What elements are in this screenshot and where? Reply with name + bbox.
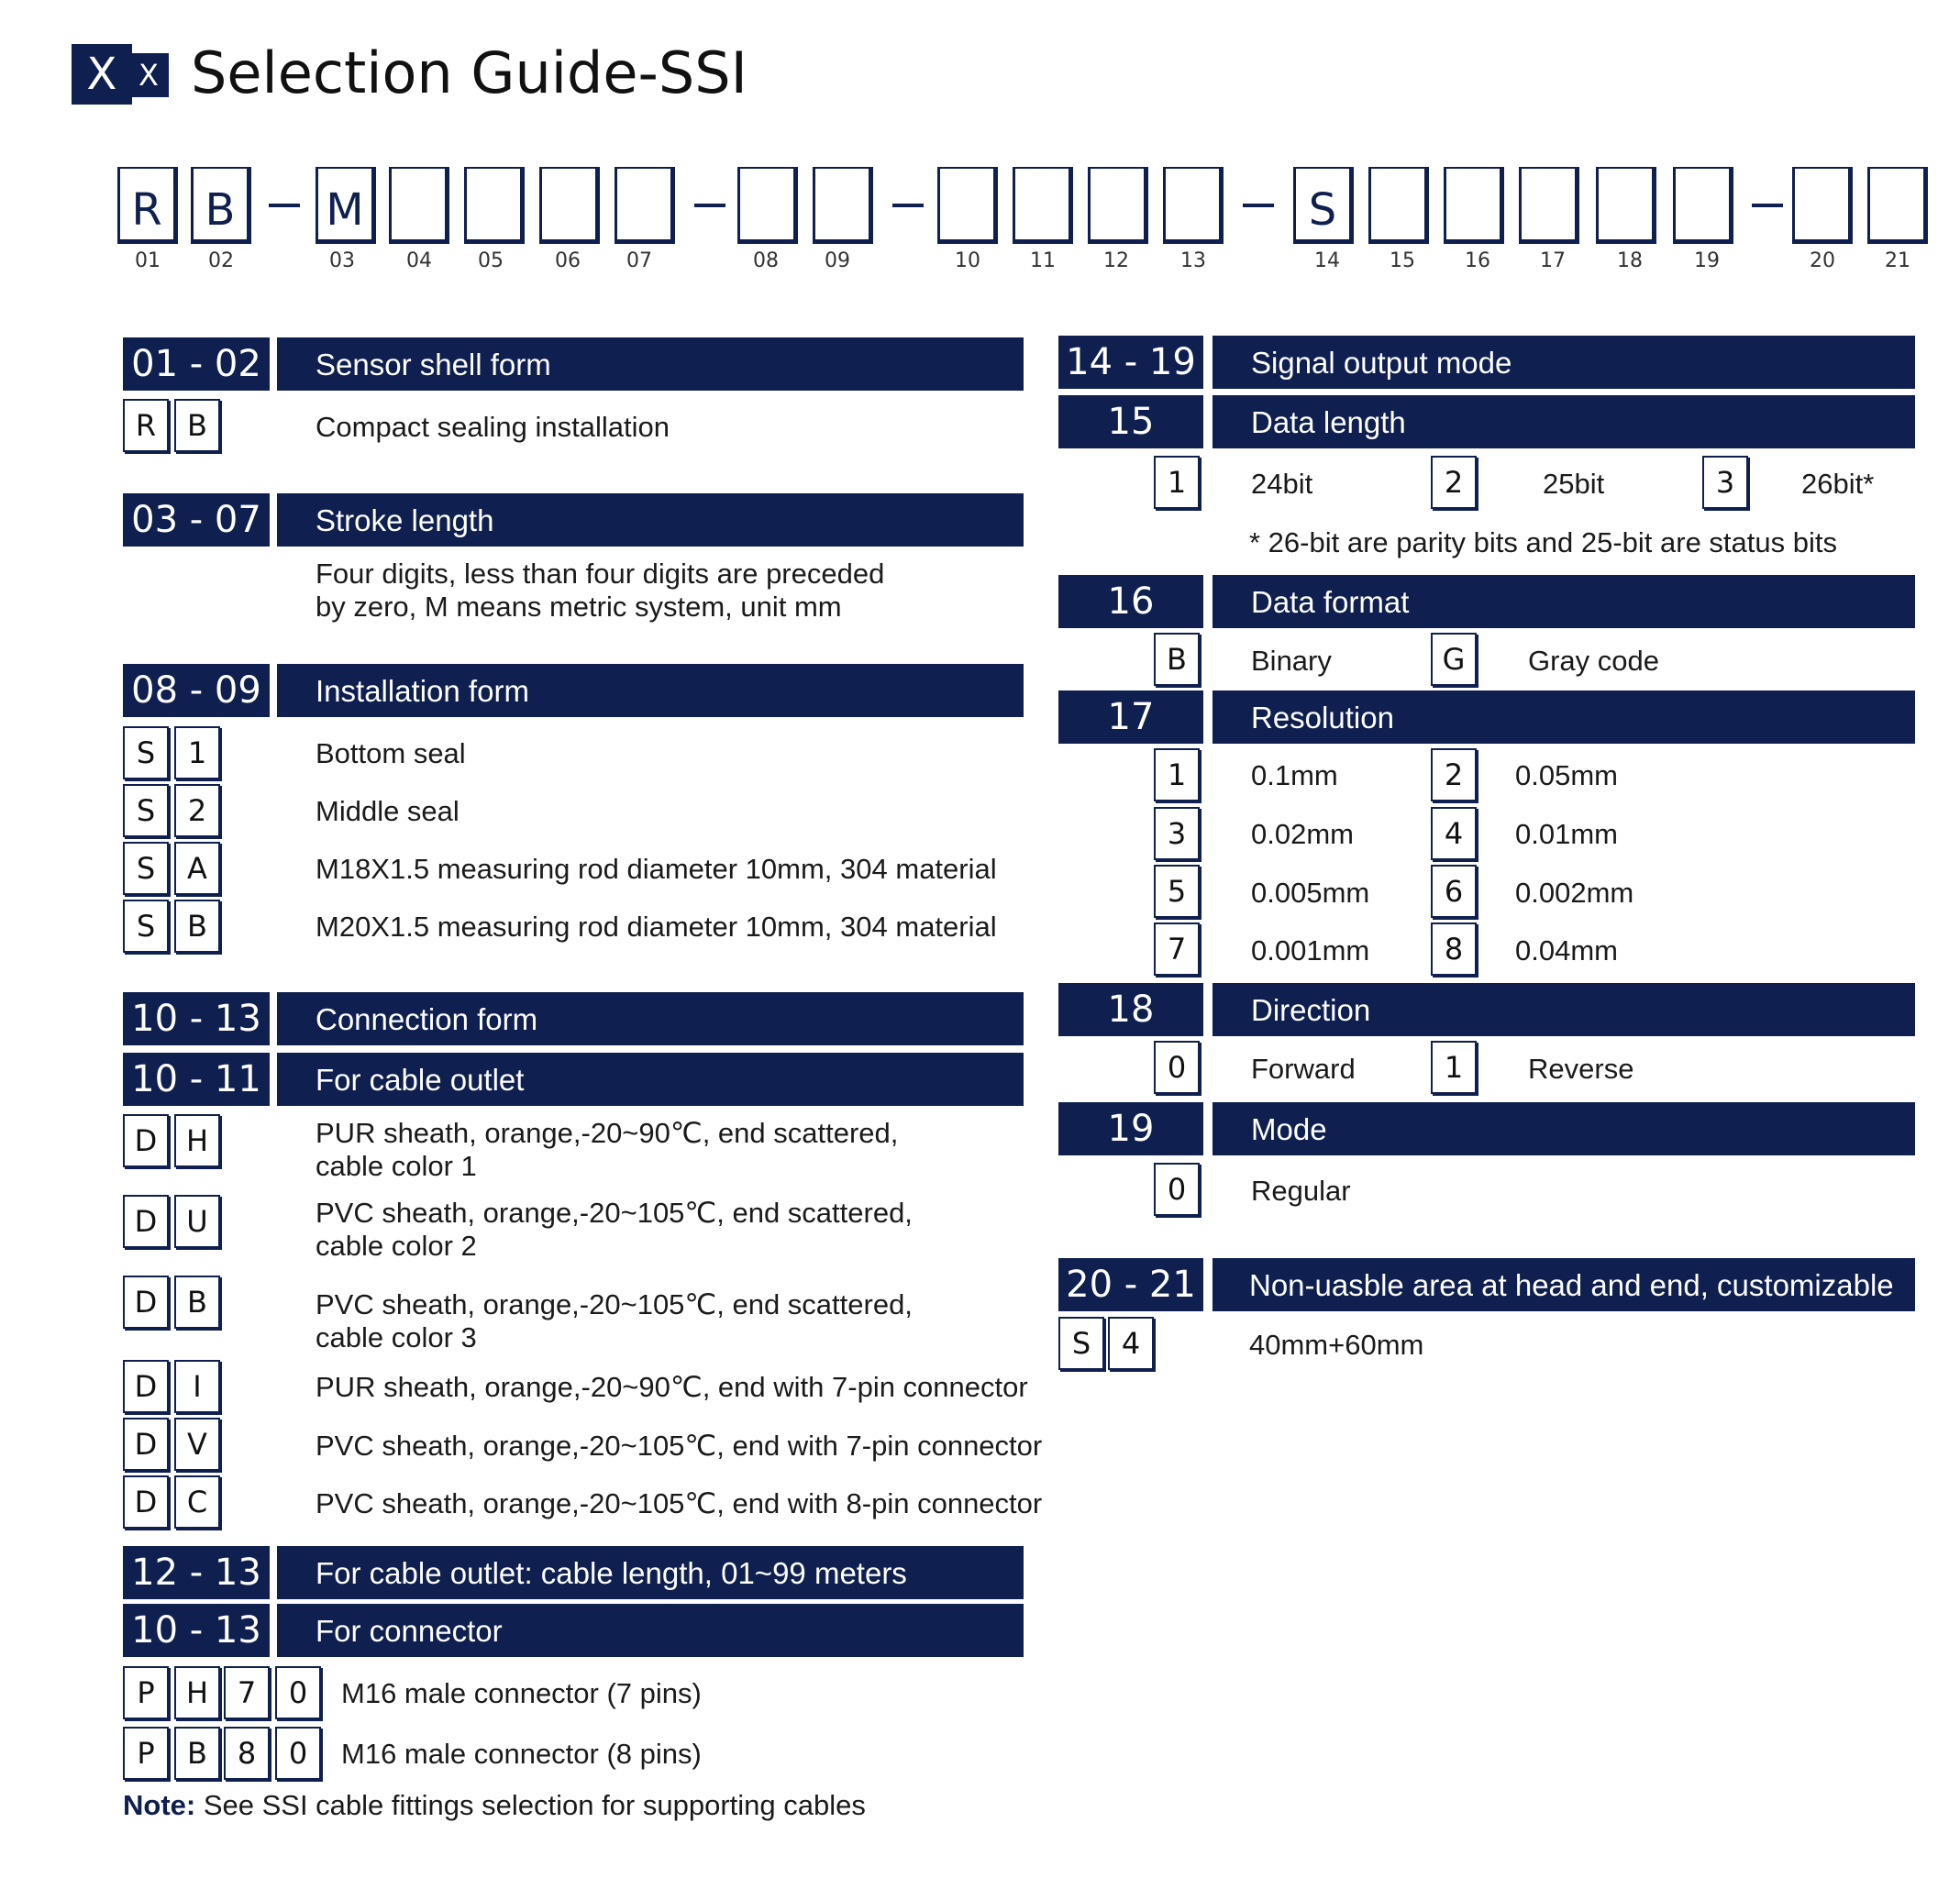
option-code-box: A bbox=[174, 842, 220, 895]
code-number: 13 bbox=[1180, 249, 1206, 272]
section-title: For connector bbox=[277, 1604, 1024, 1657]
option-description: PVC sheath, orange,-20~105℃, end scattered, bbox=[316, 1197, 913, 1229]
code-number: 01 bbox=[135, 249, 161, 272]
code-number: 12 bbox=[1103, 249, 1129, 272]
section-title: Signal output mode bbox=[1213, 336, 1915, 389]
code-number: 06 bbox=[555, 249, 581, 272]
code-number: 08 bbox=[753, 249, 779, 272]
option-code-box: U bbox=[174, 1195, 220, 1248]
code-box-12 bbox=[1088, 167, 1148, 244]
option-description: Reverse bbox=[1528, 1053, 1634, 1085]
code-box-21 bbox=[1867, 167, 1928, 244]
note-label: Note: bbox=[123, 1789, 196, 1821]
option-description: 26bit* bbox=[1801, 468, 1875, 500]
option-description: 0.002mm bbox=[1515, 877, 1634, 909]
code-box-04 bbox=[389, 167, 449, 244]
option-code-box: 1 bbox=[1431, 1041, 1477, 1094]
option-description: Bottom seal bbox=[316, 737, 466, 769]
section-title: Sensor shell form bbox=[277, 337, 1024, 391]
code-box-13 bbox=[1163, 167, 1224, 244]
section-title: Mode bbox=[1213, 1102, 1915, 1155]
option-code-box: 0 bbox=[1154, 1041, 1200, 1094]
option-code-box: 2 bbox=[174, 784, 220, 837]
section-title: For cable outlet: cable length, 01~99 meters bbox=[277, 1546, 1024, 1599]
code-box-10 bbox=[937, 167, 998, 244]
code-box-09 bbox=[813, 167, 873, 244]
option-code-box: 7 bbox=[1154, 922, 1200, 976]
option-code-box: 7 bbox=[224, 1666, 270, 1719]
section-number: 03 - 07 bbox=[123, 493, 270, 547]
section-number: 17 bbox=[1058, 690, 1203, 744]
option-description: 40mm+60mm bbox=[1249, 1329, 1424, 1361]
logo-mark-large: X bbox=[72, 44, 132, 105]
option-code-box: D bbox=[123, 1195, 169, 1248]
option-code-box: V bbox=[174, 1418, 220, 1471]
code-box-08 bbox=[737, 167, 798, 244]
code-box-15 bbox=[1368, 167, 1429, 244]
option-code-box: B bbox=[1154, 633, 1200, 686]
code-box-20 bbox=[1792, 167, 1853, 244]
option-description: 0.001mm bbox=[1251, 934, 1370, 967]
option-description: Binary bbox=[1251, 645, 1332, 677]
code-number: 02 bbox=[208, 249, 234, 272]
option-code-box: B bbox=[174, 399, 220, 452]
code-box-11 bbox=[1013, 167, 1073, 244]
code-number: 19 bbox=[1694, 249, 1720, 272]
option-description: cable color 3 bbox=[316, 1321, 477, 1353]
code-box-05 bbox=[464, 167, 525, 244]
option-code-box: G bbox=[1431, 633, 1477, 686]
section-number: 18 bbox=[1058, 983, 1203, 1036]
option-code-box: 8 bbox=[224, 1727, 270, 1780]
section-title: Non-uasble area at head and end, customizable bbox=[1213, 1258, 1915, 1311]
code-separator bbox=[269, 204, 300, 207]
option-code-box: B bbox=[174, 1727, 220, 1780]
stroke-description-line: by zero, M means metric system, unit mm bbox=[316, 591, 842, 623]
option-description: PVC sheath, orange,-20~105℃, end with 7-pin connector bbox=[316, 1430, 1043, 1462]
option-code-box: 0 bbox=[275, 1727, 321, 1780]
code-box-06 bbox=[539, 167, 600, 244]
section-number: 14 - 19 bbox=[1058, 336, 1203, 389]
code-number: 21 bbox=[1885, 249, 1910, 272]
logo-mark-small: X bbox=[128, 53, 169, 97]
section-title: Data format bbox=[1213, 575, 1915, 628]
code-box-19 bbox=[1673, 167, 1733, 244]
option-description: 25bit bbox=[1543, 468, 1605, 500]
option-code-box: 2 bbox=[1431, 456, 1477, 509]
option-description: 0.1mm bbox=[1251, 759, 1338, 791]
option-description: cable color 2 bbox=[316, 1230, 477, 1262]
code-number: 05 bbox=[478, 249, 504, 272]
option-code-box: 1 bbox=[1154, 748, 1200, 801]
code-box-17 bbox=[1519, 167, 1579, 244]
option-description: PVC sheath, orange,-20~105℃, end scattered, bbox=[316, 1288, 913, 1320]
option-code-box: P bbox=[123, 1727, 169, 1780]
option-description: Middle seal bbox=[316, 795, 460, 827]
code-number: 16 bbox=[1465, 249, 1490, 272]
section-number: 01 - 02 bbox=[123, 337, 270, 391]
section-number: 08 - 09 bbox=[123, 664, 270, 717]
option-code-box: 3 bbox=[1154, 807, 1200, 860]
section-number: 10 - 13 bbox=[123, 1604, 270, 1657]
section-title: Data length bbox=[1213, 395, 1915, 448]
section-title: Installation form bbox=[277, 664, 1024, 717]
code-box-01: R bbox=[117, 167, 178, 244]
option-description: Gray code bbox=[1528, 645, 1660, 677]
option-code-box: D bbox=[123, 1475, 169, 1529]
option-code-box: 6 bbox=[1431, 865, 1477, 918]
section-number: 12 - 13 bbox=[123, 1546, 270, 1599]
page-title: Selection Guide-SSI bbox=[191, 39, 747, 106]
code-box-14: S bbox=[1293, 167, 1354, 244]
section-title: Connection form bbox=[277, 992, 1024, 1045]
section-number: 10 - 13 bbox=[123, 992, 270, 1045]
option-description: 0.01mm bbox=[1515, 818, 1618, 850]
section-title: Resolution bbox=[1213, 690, 1915, 744]
code-separator bbox=[892, 204, 924, 207]
code-number: 07 bbox=[626, 249, 652, 272]
code-separator bbox=[1752, 204, 1783, 207]
code-box-07 bbox=[615, 167, 675, 244]
option-code-box: 4 bbox=[1431, 807, 1477, 860]
code-box-03: M bbox=[316, 167, 376, 244]
option-code-box: D bbox=[123, 1360, 169, 1413]
option-description: 0.02mm bbox=[1251, 818, 1354, 850]
option-code-box: 3 bbox=[1702, 456, 1748, 509]
option-code-box: S bbox=[123, 900, 169, 953]
code-number: 11 bbox=[1030, 249, 1056, 272]
code-number: 04 bbox=[406, 249, 432, 272]
option-description: cable color 1 bbox=[316, 1150, 477, 1182]
option-description: Regular bbox=[1251, 1175, 1351, 1207]
code-number: 03 bbox=[329, 249, 355, 272]
option-code-box: H bbox=[174, 1666, 220, 1719]
code-box-02: B bbox=[191, 167, 251, 244]
option-code-box: D bbox=[123, 1114, 169, 1167]
option-code-box: H bbox=[174, 1114, 220, 1167]
stroke-description-line: Four digits, less than four digits are preceded bbox=[316, 558, 885, 590]
option-description: Compact sealing installation bbox=[316, 411, 670, 443]
option-description: M16 male connector (8 pins) bbox=[341, 1738, 702, 1770]
option-code-box: C bbox=[174, 1475, 220, 1529]
option-code-box: 8 bbox=[1431, 922, 1477, 976]
footnote: * 26-bit are parity bits and 25-bit are status bits bbox=[1249, 526, 1837, 558]
option-code-box: S bbox=[123, 784, 169, 837]
option-code-box: P bbox=[123, 1666, 169, 1719]
section-title: Stroke length bbox=[277, 493, 1024, 547]
option-description: M16 male connector (7 pins) bbox=[341, 1677, 702, 1709]
code-number: 20 bbox=[1810, 249, 1835, 272]
code-number: 14 bbox=[1314, 249, 1340, 272]
section-title: Direction bbox=[1213, 983, 1915, 1036]
option-code-box: 1 bbox=[174, 726, 220, 779]
section-title: For cable outlet bbox=[277, 1053, 1024, 1106]
option-code-box: S bbox=[123, 842, 169, 895]
code-number: 10 bbox=[955, 249, 980, 272]
option-description: M18X1.5 measuring rod diameter 10mm, 304 material bbox=[316, 853, 997, 885]
section-number: 20 - 21 bbox=[1058, 1258, 1203, 1311]
code-box-16 bbox=[1444, 167, 1504, 244]
option-code-box: D bbox=[123, 1276, 169, 1329]
code-number: 18 bbox=[1617, 249, 1643, 272]
option-code-box: B bbox=[174, 900, 220, 953]
option-description: 0.04mm bbox=[1515, 934, 1618, 967]
code-number: 09 bbox=[825, 249, 850, 272]
option-description: Forward bbox=[1251, 1053, 1356, 1085]
option-code-box: I bbox=[174, 1360, 220, 1413]
code-number: 17 bbox=[1540, 249, 1566, 272]
code-number: 15 bbox=[1390, 249, 1415, 272]
option-code-box: S bbox=[1058, 1317, 1104, 1370]
code-separator bbox=[694, 204, 725, 207]
note bbox=[123, 1788, 866, 1822]
option-code-box: 2 bbox=[1431, 748, 1477, 801]
code-separator bbox=[1243, 204, 1274, 207]
option-description: 0.05mm bbox=[1515, 759, 1618, 791]
option-description: M20X1.5 measuring rod diameter 10mm, 304 material bbox=[316, 911, 997, 943]
option-code-box: B bbox=[174, 1276, 220, 1329]
section-number: 19 bbox=[1058, 1102, 1203, 1155]
option-description: PUR sheath, orange,-20~90℃, end scattered, bbox=[316, 1117, 899, 1149]
option-code-box: 0 bbox=[1154, 1163, 1200, 1216]
option-code-box: S bbox=[123, 726, 169, 779]
option-code-box: 4 bbox=[1108, 1317, 1154, 1370]
option-code-box: 5 bbox=[1154, 865, 1200, 918]
option-code-box: R bbox=[123, 399, 169, 452]
option-description: 0.005mm bbox=[1251, 877, 1370, 909]
section-number: 10 - 11 bbox=[123, 1053, 270, 1106]
option-code-box: 1 bbox=[1154, 456, 1200, 509]
option-description: 24bit bbox=[1251, 468, 1313, 500]
option-description: PUR sheath, orange,-20~90℃, end with 7-pin connector bbox=[316, 1371, 1028, 1403]
option-code-box: D bbox=[123, 1418, 169, 1471]
section-number: 15 bbox=[1058, 395, 1203, 448]
note-text: See SSI cable fittings selection for supporting cables bbox=[195, 1789, 866, 1821]
section-number: 16 bbox=[1058, 575, 1203, 628]
option-code-box: 0 bbox=[275, 1666, 321, 1719]
option-description: PVC sheath, orange,-20~105℃, end with 8-pin connector bbox=[316, 1487, 1043, 1519]
code-box-18 bbox=[1596, 167, 1656, 244]
